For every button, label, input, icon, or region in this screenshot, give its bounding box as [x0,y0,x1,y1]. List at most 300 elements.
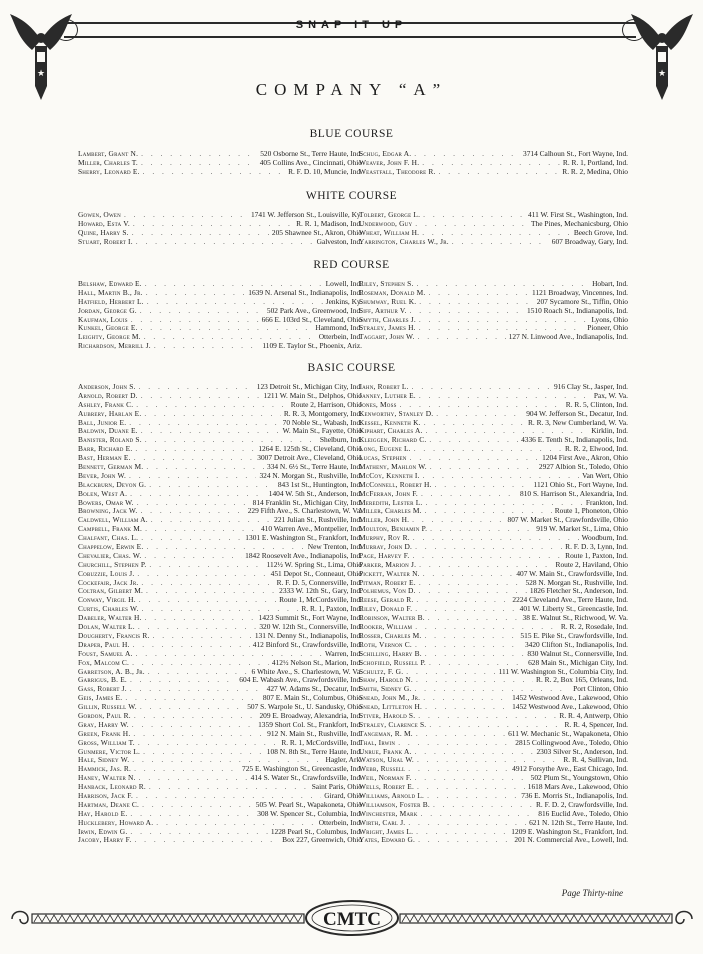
cadet-name: Gowen, Owen [78,210,121,219]
cadet-name: Smyth, Charles J. [359,314,416,324]
cadet-address: 334 N. 6½ St., Terre Haute, Ind. [267,462,362,472]
cadet-name: Wirth, Carl J. [359,817,406,827]
cadet-name: Bever, John W. [78,470,127,480]
cadet-address: 1404 W. 5th St., Anderson, Ind. [268,488,362,498]
cadet-address: 410 Warren Ave., Montpelier, Ind. [260,524,362,534]
cadet-name: Pitman, Robert E. [359,577,416,587]
cadet-address: 1109 E. Taylor St., Phoenix, Ariz. [262,341,362,351]
cadet-name: Straley, James H. [359,323,416,333]
cadet-name: Polhemus, Von D. [359,586,416,596]
dot-leader [149,783,309,792]
cadet-name: Fox, Malcom C. [78,657,130,667]
cadet-address: 127 N. Linwood Ave., Indianapolis, Ind. [508,332,628,342]
cadet-address: 1842 Roosevelt Ave., Indianapolis, Ind. [245,550,362,560]
cadet-address: R. R. 1, McCordsville, Ind. [281,737,362,747]
cadet-name: Lucas, Stephen [359,453,407,463]
cadet-name: Tangeman, R. M. [359,728,413,738]
dot-leader [418,333,506,342]
cadet-address: R. F. D. 10, Muncie, Ind. [288,166,362,176]
cadet-address: 843 1st St., Huntington, Ind. [277,479,362,489]
cadet-name: Baldwin, Duane E. [78,426,138,436]
cadet-address: 451 Depot St., Conneaut, Ohio [270,568,362,578]
roster-entry [359,168,628,177]
cadet-name: Dolan, Walter L. [78,622,135,632]
dot-leader [419,579,523,588]
dot-leader [140,507,244,516]
cadet-address: 3714 Calhoun St., Fort Wayne, Ind. [523,149,628,158]
cadet-address: Shelburn, Ind. [319,435,362,445]
cadet-name: Rooker, William [359,622,413,632]
cadet-address: 407 W. Main St., Crawfordsville, Ind. [516,568,628,578]
cadet-name: Irwin, Edwin G. [78,826,128,836]
course-heading: WHITE COURSE [305,190,398,202]
cadet-name: Geis, James E. [78,693,123,703]
cadet-address: 405 Collins Ave., Cincinnati, Ohio [259,157,362,167]
dot-leader [416,828,508,837]
cadet-address: Hammond, Ind. [315,323,362,333]
cadet-address: 1209 E. Washington St., Frankfort, Ind. [511,826,628,836]
dot-leader [408,765,509,774]
dot-leader [145,525,258,534]
cadet-address: Route 2, Haviland, Ohio [555,559,628,569]
cadet-name: Parker, Marion J. [359,559,417,569]
cadet-address: New Trenton, Ind. [307,542,362,552]
dot-leader [143,748,264,757]
cadet-name: Howard, Esta V. [78,218,130,228]
roster-entry [78,836,362,845]
cadet-name: Cockefair, Jack Jr. [78,577,139,587]
cadet-address: 528 N. Morgan St., Rushville, Ind. [525,577,628,587]
dot-leader [452,238,549,247]
dot-leader [137,499,250,508]
cadet-address: Route 1, McCordsville, Ind. [279,595,362,605]
svg-text:★: ★ [657,68,667,78]
page-title: COMPANY “A” [255,80,448,99]
cadet-address: 70 Noble St., Wabash, Ind. [282,417,362,427]
cadet-address: 814 Franklin St., Michigan City, Ind. [252,497,362,507]
cadet-name: Long, Eugene L. [359,444,411,454]
dot-leader [131,316,259,325]
cadet-name: Lambert, Grant N. [78,149,139,158]
dot-leader [419,298,533,307]
cadet-address: 3420 Clifton St., Indianapolis, Ind. [524,639,628,649]
cadet-name: Murray, John D. [359,542,413,552]
dot-leader [427,792,518,801]
dot-leader [423,694,509,703]
dot-leader [433,801,533,810]
cadet-name: Bolen, West A. [78,488,128,498]
cadet-address: 2927 Albion St., Toledo, Ohio [538,462,628,472]
cadet-address: Box 227, Greenwich, Ohio [282,835,362,845]
roster-column [359,211,628,247]
course-heading: BLUE COURSE [309,128,394,140]
dot-leader [435,481,531,490]
cadet-name: McFerran, John F. [359,488,418,498]
course-heading: RED COURSE [313,259,390,271]
cadet-address: 1423 Summit St., Fort Wayne, Ind. [258,613,362,623]
dot-leader [124,211,248,220]
dot-leader [412,552,562,561]
cadet-name: Williams, Arnold L. [359,790,425,800]
dot-leader [136,238,314,247]
dot-leader [436,410,523,419]
cadet-name: Gillin, Russell W. [78,702,137,712]
cadet-name: Hartman, Deane C. [78,799,140,809]
cadet-name: Williamson, Foster B. [359,799,430,809]
dot-leader [417,783,525,792]
cadet-name: Shumway, Ruel K. [359,296,417,306]
dot-leader [398,739,512,748]
cadet-address: The Pines, Mechanicsburg, Ohio [531,218,628,228]
cadet-address: Jenkins, Ky. [325,296,362,306]
dot-leader [414,150,520,159]
cadet-name: Jordan, George G. [78,305,137,315]
cadet-address: R. R. 3, New Cumberland, W. Va. [527,417,628,427]
cadet-address: Lyons, Ohio [591,314,628,324]
cadet-name: Stiver, Harold S. [359,710,416,720]
cadet-address: 2224 Cleveland Ave., Terre Haute, Ind. [512,595,628,605]
cadet-address: 2303 Silver St., Anderson, Ind. [536,746,628,756]
cadet-name: Arnold, Robert D. [78,390,138,400]
dot-leader [412,383,551,392]
cadet-name: Browning, Jack W. [78,506,138,516]
cadet-address: 810 S. Harrison St., Alexandria, Ind. [520,488,628,498]
dot-leader [423,211,525,220]
cadet-address: Saint Paris, Ohio [311,782,362,792]
cadet-name: Unrue, Frank A. [359,746,412,756]
dot-leader [430,525,533,534]
dot-leader [144,552,242,561]
cadet-name: McCoy, Kenneth I. [359,470,420,480]
dot-leader [139,774,248,783]
roster-entry [359,238,628,247]
cadet-name: Hall, Martin B., Jr. [78,287,143,297]
cadet-address: 502 Park Ave., Greenwood, Ind. [266,305,362,315]
cadet-name: Jahn, Robert L. [359,382,409,391]
cadet-name: Smith, Sidney G. [359,684,412,694]
dot-leader [142,801,253,810]
cadet-name: Webb, Russell [359,764,406,774]
cadet-name: Weil, Norman F. [359,773,412,783]
dot-leader [141,150,257,159]
dot-leader [133,220,293,229]
dot-leader [134,836,279,845]
cadet-address: 1639 N. Arsenal St., Indianapolis, Ind. [248,287,362,297]
dot-leader [424,632,517,641]
cadet-name: Gray, Harry W. [78,719,129,729]
cadet-address: 229 Fifth Ave., S. Charlestown, W. Va. [247,506,362,516]
dot-leader [134,712,257,721]
dot-leader [139,596,276,605]
cadet-address: R. R. 1, Paxton, Ind. [301,604,362,614]
dot-leader [141,427,280,436]
cadet-address: Hagler, Ark. [325,755,362,765]
cadet-name: Yates, Edward G. [359,835,416,845]
cadet-address: 38 E. Walnut St., Richwood, W. Va. [522,613,628,623]
cadet-name: Weaver, John F. H. [359,157,420,167]
dot-leader [415,774,528,783]
cadet-address: Galveston, Ind. [316,236,362,246]
cadet-address: 1121 Broadway, Vincennes, Ind. [532,287,628,297]
dot-leader [418,836,511,845]
cadet-name: Bowers, Omar W. [78,497,134,507]
cadet-name: Gross, William T. [78,737,135,747]
cadet-name: Thal, Irwin [359,737,396,747]
cadet-name: Quine, Harry S. [78,227,129,237]
cadet-name: Gass, Robert J. [78,684,127,694]
cadet-name: Hatfield, Herbert L. [78,296,144,306]
cadet-address: 2815 Collingwood Ave., Toledo, Ohio [515,737,628,747]
cadet-name: Snead, Littleton H. [359,702,423,712]
dot-leader [146,587,276,596]
cadet-address: Kirklin, Ind. [591,426,628,436]
cadet-name: Tolbert, George L. [359,210,421,219]
cadet-address: 1452 Westwood Ave., Lakewood, Ohio [512,702,628,712]
cadet-address: R. F. D. 3, Lynn, Ind. [565,542,628,552]
cadet-address: R. R. 2, Box 165, Orleans, Ind. [536,675,628,685]
cadet-name: Hale, Sidney W. [78,755,130,765]
cadet-address: Pax, W. Va. [593,390,628,400]
cadet-address: 2333 W. 12th St., Gary, Ind. [279,586,362,596]
cadet-name: Blackburn, Devon G. [78,479,147,489]
cadet-name: Wright, James L. [359,826,414,836]
cadet-name: Belshaw, Edward E. [78,279,142,288]
cadet-name: Underwood, Guy [359,218,413,228]
cadet-name: Roseman, Donald M. [359,287,426,297]
cadet-address: 912 N. Main St., Rushville, Ind. [267,728,362,738]
roster-column [359,383,628,845]
cadet-name: Kenworthy, Stanley D. [359,408,434,418]
cadet-address: 502 Plum St., Youngstown, Ohio [530,773,628,783]
cadet-name: Draper, Paul H. [78,639,130,649]
cadet-address: 607 Broadway, Gary, Ind. [551,236,628,246]
cadet-name: Gordon, Paul R. [78,710,131,720]
dot-leader [137,570,267,579]
cadet-address: 807 W. Market St., Crawfordsville, Ohio [507,515,628,525]
cadet-address: R. R. 1, Portland, Ind. [562,157,628,167]
running-title: SNAP IT UP [295,19,408,31]
dot-leader [133,641,250,650]
cadet-address: 6 White Ave., S. Charlestown, W. Va. [251,666,362,676]
cadet-name: Cobuzzie, Louis J. [78,568,135,578]
cadet-name: Hay, Harold E. [78,808,128,818]
cadet-name: Richardson, Merrill J. [78,341,151,351]
dot-leader [421,810,536,819]
dot-leader [134,454,255,463]
cadet-address: 830 Walnut St., Connersville, Ind. [527,648,628,658]
dot-leader [423,570,514,579]
cadet-name: Roth, Vernon C. [359,639,412,649]
roster-column [359,150,628,177]
cadet-address: 412 Binford St., Crawfordsville, Ind. [252,639,362,649]
cadet-name: Jacoby, Harry F. [78,835,132,845]
cadet-name: Green, Frank H. [78,728,131,738]
dot-leader [429,436,518,445]
cadet-address: 736 E. Morris St., Indianapolis, Ind. [521,790,628,800]
cadet-name: Janney, Luther E. [359,390,416,400]
cadet-name: Kessel, Kenneth K. [359,417,421,427]
cadet-address: R. R. 4, Spencer, Ind. [564,719,628,729]
roster-column [359,280,628,342]
cadet-name: Taggart, John W. [359,332,415,342]
roster-column [78,150,362,177]
cadet-address: R. R. 3, Montgomery, Ind. [283,408,362,418]
dot-leader [415,605,516,614]
cadet-name: Kunkel, George E. [78,323,138,333]
cadet-address: 324 N. Morgan St., Rushville, Ind. [259,470,362,480]
dot-leader [148,668,249,677]
dot-leader [132,659,269,668]
cadet-name: Watson, Ural W. [359,755,414,765]
cadet-address: 1204 First Ave., Akron, Ohio [542,453,628,463]
cadet-address: 209 E. Broadway, Alexandria, Ind. [259,710,362,720]
cadet-address: 505 W. Pearl St., Wapakoneta, Ohio [255,799,362,809]
cadet-name: Matheny, Mahlon W. [359,462,427,472]
dot-leader [141,159,257,168]
cadet-address: 666 E. 103rd St., Cleveland, Ohio [261,314,362,324]
dot-leader [130,685,264,694]
cadet-address: 4336 E. Tenth St., Indianapolis, Ind. [521,435,628,445]
cadet-name: Dougherty, Francis R. [78,630,150,640]
cadet-address: R. R. 2, Medina, Ohio [562,166,628,176]
cadet-name: Barr, Richard E. [78,444,133,454]
cadet-address: 1359 Short Col. St., Frankfort, Ind. [258,719,362,729]
dot-leader [428,289,529,298]
cadet-address: Route 1, Phoneton, Ohio [554,506,628,516]
cadet-address: Van Wert, Ohio [582,470,628,480]
dot-leader [414,445,562,454]
cadet-address: 1301 E. Washington St., Frankfort, Ind. [245,533,362,543]
roster-entry [359,333,628,342]
cadet-name: Snead, John M., Jr. [359,693,421,703]
cadet-address: 628 Main St., Michigan City, Ind. [528,657,628,667]
cadet-address: 221 Julian St., Rushville, Ind. [274,515,362,525]
cadet-address: 611 W. Mechanic St., Wapakoneta, Ohio [508,728,628,738]
cadet-name: Siff, Arthur V. [359,305,407,315]
dot-leader [140,703,244,712]
dot-leader [141,324,313,333]
cadet-address: Otterbein, Ind. [318,332,362,342]
cadet-name: Gunmere, Victor L. [78,746,141,756]
cadet-address: Warren, Ind. [325,648,362,658]
cadet-address: Route 1, Paxton, Ind. [565,550,628,560]
cadet-address: 111 W. Washington St., Columbia City, Ind. [498,666,628,676]
cadet-address: Beech Grove, Ind. [573,227,628,237]
cadet-name: Straley, Clarence S. [359,719,427,729]
cadet-address: Route 2, Harrison, Ohio [290,399,362,409]
cadet-address: 1741 W. Jefferson St., Louisville, Ky. [250,210,362,219]
cadet-address: R. F. D. 2, Crawfordsville, Ind. [536,799,628,809]
dot-leader [145,614,256,623]
dot-leader [416,596,509,605]
cadet-name: Anderson, John S. [78,382,136,391]
svg-text:★: ★ [36,68,46,78]
roster-entry [78,342,362,351]
dot-leader [139,383,254,392]
dot-leader [141,579,273,588]
dot-leader [149,561,263,570]
cadet-name: Weastfall, Theodore R. [359,166,436,176]
cadet-name: Robinson, Walter B. [359,613,425,623]
cadet-name: Sherry, Leonard E. [78,166,140,176]
cadet-address: R. R. 2, Elwood, Ind. [564,444,628,454]
cadet-address: 621 N. 12th St., Terre Haute, Ind. [529,817,628,827]
dot-leader [430,463,536,472]
dot-leader [415,641,522,650]
roster-column [78,211,362,247]
dot-leader [133,730,264,739]
cadet-name: Meredith, Lester L. [359,497,423,507]
cadet-address: 520 Osborne St., Terre Haute, Ind. [260,149,362,158]
cadet-name: Schug, Edgar A. [359,149,412,158]
dot-leader [406,668,495,677]
cadet-name: Garrigus, B. E. [78,675,127,685]
cadet-address: Lowell, Ind. [325,279,362,288]
cadet-name: Rosser, Charles M. [359,630,422,640]
cadet-address: 807 E. Main St., Columbus, Ohio [262,693,362,703]
dot-leader [408,819,526,828]
cadet-name: Chevalier, Chas. W. [78,550,142,560]
cadet-address: 412½ Nelson St., Marion, Ind. [271,657,362,667]
cadet-address: R. R. 5, Clinton, Ind. [565,399,628,409]
dot-leader [125,694,260,703]
cadet-name: Schilling, Harry B. [359,648,422,658]
page-number: Page Thirty-nine [561,888,623,898]
cadet-name: Coltran, Gilbert M. [78,586,144,596]
cadet-address: 507 S. Warpole St., U. Sandusky, Ohio [247,702,362,712]
dot-leader [419,587,527,596]
cadet-address: R. R. 4, Antwerp, Ohio [559,710,628,720]
cadet-address: 919 W. Market St., Lima, Ohio [536,524,628,534]
cadet-address: 1211 W. Main St., Delphos, Ohio [263,390,362,400]
cadet-name: Aubrery, Harlan E. [78,408,142,418]
cadet-name: Dabeler, Walter H. [78,613,142,623]
cadet-name: Winchester, Mark [359,808,418,818]
cadet-address: 3007 Detroit Ave., Cleveland, Ohio [257,453,362,463]
cadet-name: Banister, Roland S. [78,435,142,445]
dot-leader [421,490,517,499]
dot-leader [415,543,562,552]
dot-leader [130,828,267,837]
cadet-address: Otterbein, Ind. [318,817,362,827]
cadet-name: Curtis, Charles W. [78,604,139,614]
cmtc-emblem: CMTC [322,909,382,930]
dot-leader [144,410,280,419]
cadet-address: R. F. D. 5, Connersville, Ind. [276,577,362,587]
cadet-address: 414 S. Water St., Crawfordsville, Ind. [250,773,362,783]
dot-leader [416,730,505,739]
cadet-address: 904 W. Jefferson St., Decatur, Ind. [526,408,628,418]
cadet-name: Bennett, German M. [78,462,144,472]
dot-leader [439,168,560,177]
cadet-address: 123 Detroit St., Michigan City, Ind. [256,382,362,391]
dot-leader [428,614,520,623]
dot-leader [415,220,528,229]
cadet-address: Port Clinton, Ohio [573,684,628,694]
cadet-name: Conway, Virgil H. [78,595,136,605]
cadet-address: R. R. 4, Sullivan, Ind. [563,755,628,765]
cadet-name: Riley, Stephen S. [359,279,414,288]
dot-leader [130,490,266,499]
cadet-name: Hucklebery, Howard A. [78,817,154,827]
cadet-address: Pioneer, Ohio [587,323,628,333]
cadet-address: 201 N. Commercial Ave., Lowell, Ind. [514,835,628,845]
cadet-name: Shaw, Harold N. [359,675,413,685]
cadet-name: Page, Harvey F. [359,550,410,560]
dot-leader [141,534,242,543]
cadet-name: Wheat, William H. [359,227,420,237]
cadet-name: Yarrington, Charles W., Jr. [359,236,449,246]
